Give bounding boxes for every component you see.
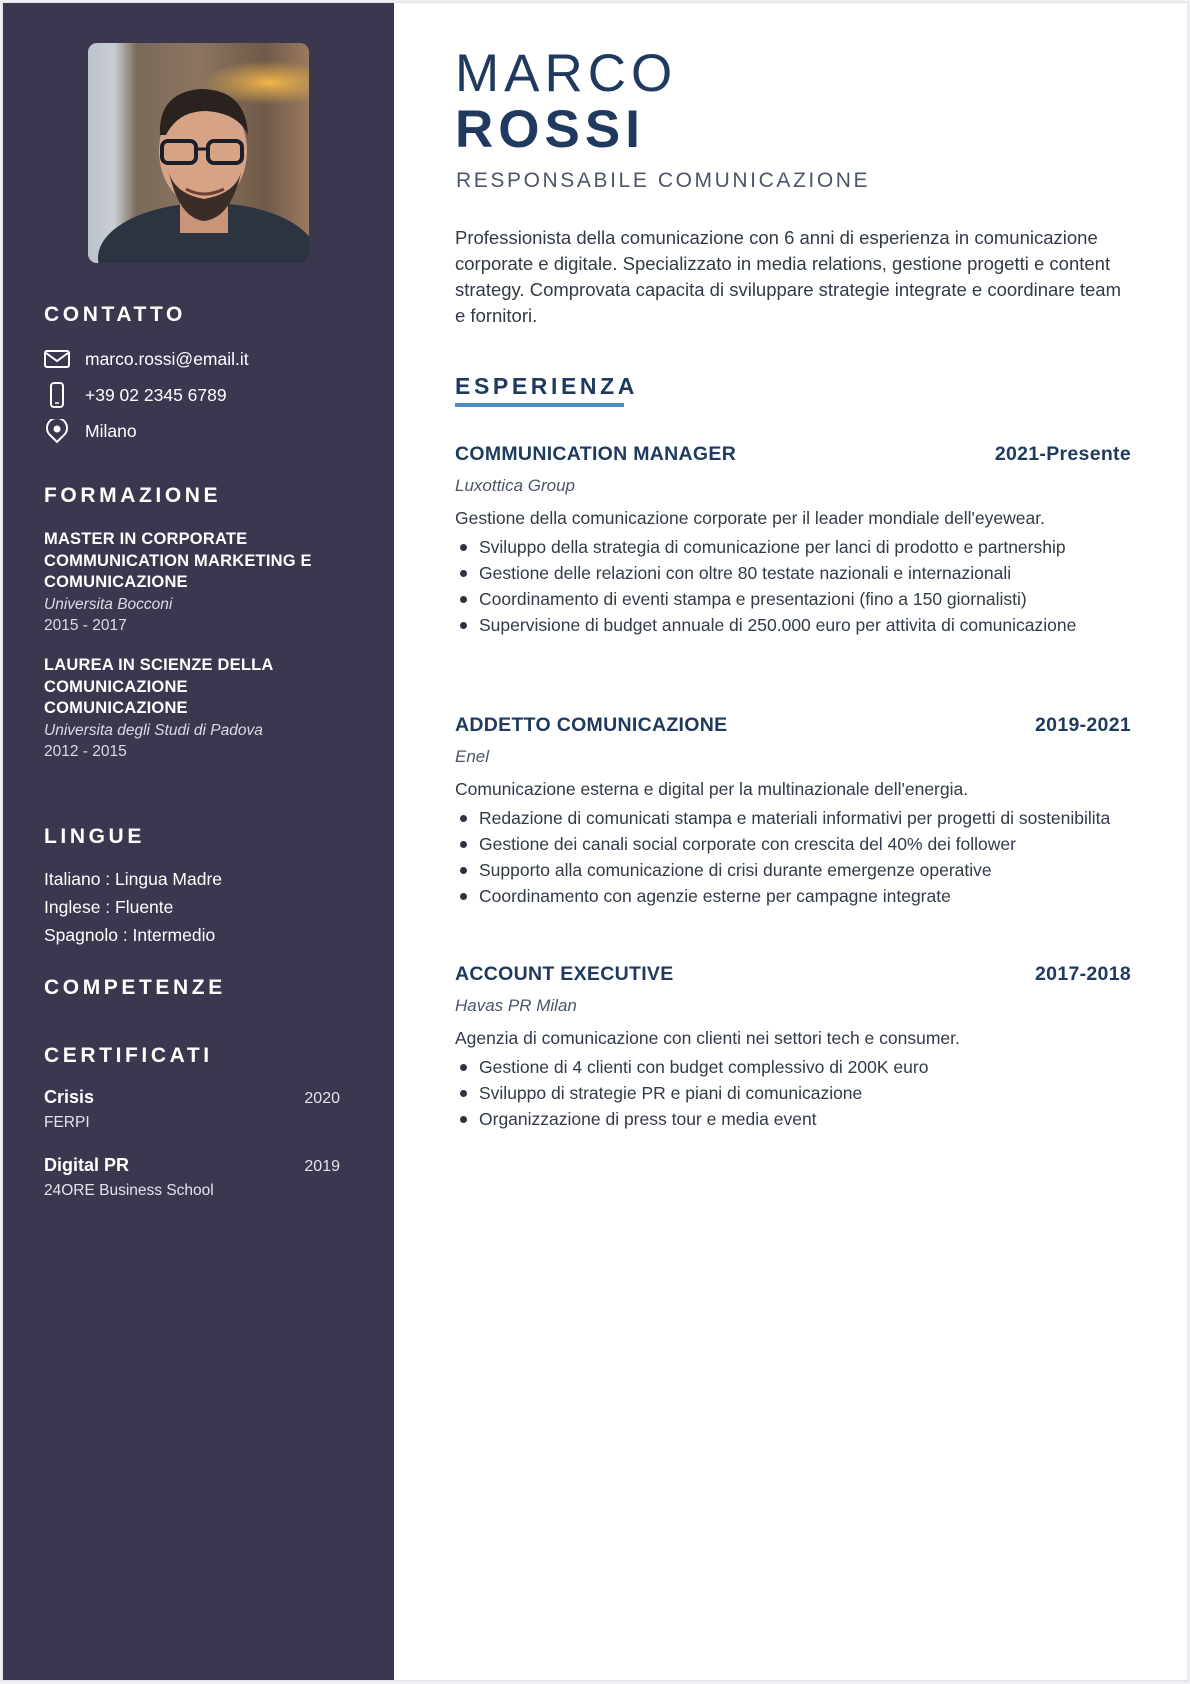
bullet-item: Gestione dei canali social corporate con crescita del 40% dei follower [455,833,1131,856]
job-title: RESPONSABILE COMUNICAZIONE [456,169,871,192]
certificates-heading: CERTIFICATI [44,1044,213,1067]
email-value: marco.rossi@email.it [85,348,249,369]
experience-item [455,443,1131,640]
job-company: Luxottica Group [455,476,576,495]
contact-heading: CONTATTO [44,303,186,326]
location-value: Milano [85,420,137,441]
bullet-item: Sviluppo della strategia di comunicazione per lanci di prodotto e partnership [455,536,1131,559]
education-years: 2012 - 2015 [44,743,127,760]
experience-item [455,714,1131,911]
contact-phone[interactable] [44,383,227,407]
language-item: Italiano : Lingua Madre [44,869,223,889]
job-role: ADDETTO COMUNICAZIONE [455,714,728,736]
bullet-item: Gestione di 4 clienti con budget complessivo di 200K euro [455,1056,1131,1079]
certificate-item [44,1087,340,1132]
location-pin-icon [44,419,70,443]
job-description: Gestione della comunicazione corporate per il leader mondiale dell'eyewear. [455,508,1045,528]
experience-heading: ESPERIENZA [455,373,638,399]
job-dates: 2019-2021 [1035,714,1131,736]
job-dates: 2017-2018 [1035,963,1131,985]
certificate-item [44,1155,340,1200]
job-description: Comunicazione esterna e digital per la multinazionale dell'energia. [455,779,969,799]
certificate-name: Digital PR [44,1155,130,1175]
certificate-issuer: 24ORE Business School [44,1182,214,1199]
education-heading: FORMAZIONE [44,484,222,507]
job-company: Enel [455,747,490,766]
bullet-item: Coordinamento di eventi stampa e presentazioni (fino a 150 giornalisti) [455,588,1131,611]
sidebar [3,3,394,1680]
education-years: 2015 - 2017 [44,617,127,634]
certificate-name: Crisis [44,1087,95,1107]
language-item: Spagnolo : Intermedio [44,925,216,945]
job-bullets [455,536,1131,637]
job-bullets [455,1056,1131,1131]
resume-page [2,2,1188,1681]
phone-value: +39 02 2345 6789 [85,384,227,405]
languages-heading: LINGUE [44,825,145,848]
bullet-item: Sviluppo di strategie PR e piani di comunicazione [455,1082,1131,1105]
first-name: MARCO [455,44,678,103]
bullet-item: Supporto alla comunicazione di crisi durante emergenze operative [455,859,1131,882]
bullet-item: Coordinamento con agenzie esterne per campagne integrate [455,885,1131,908]
last-name: ROSSI [455,100,645,159]
job-role: COMMUNICATION MANAGER [455,443,737,465]
job-bullets [455,807,1131,908]
phone-icon [44,383,70,407]
heading-underline [455,403,624,407]
person-portrait-icon [88,43,309,263]
job-dates: 2021-Presente [994,443,1131,465]
skills-heading: COMPETENZE [44,976,226,999]
education-school: Universita degli Studi di Padova [44,721,263,739]
profile-photo [88,43,309,263]
education-item [44,655,304,763]
language-item: Inglese : Fluente [44,897,174,917]
experience-item [455,963,1131,1134]
education-degree: MASTER IN CORPORATE COMMUNICATION MARKETING E COMUNICAZIONE [44,530,312,591]
education-item [44,529,354,637]
envelope-icon [44,347,70,371]
education-degree: LAUREA IN SCIENZE DELLA COMUNICAZIONE COMUNICAZIONE [44,656,273,717]
contact-email[interactable] [44,347,249,371]
certificate-year: 2020 [304,1090,340,1107]
job-company: Havas PR Milan [455,996,577,1015]
bullet-item: Organizzazione di press tour e media event [455,1108,1131,1131]
profile-summary: Professionista della comunicazione con 6 anni di esperienza in comunicazione corporate e digitale. Specializzato in media relations, gestione progetti e content strategy. Comprovata capacita di sviluppare strategie integrate e coordinare team e fornitori. [455,227,1122,326]
job-role: ACCOUNT EXECUTIVE [455,963,674,985]
bullet-item: Gestione delle relazioni con oltre 80 testate nazionali e internazionali [455,562,1131,585]
contact-location [44,419,137,443]
certificate-issuer: FERPI [44,1114,90,1131]
certificate-year: 2019 [304,1158,340,1175]
education-school: Universita Bocconi [44,595,173,613]
bullet-item: Redazione di comunicati stampa e materiali informativi per progetti di sostenibilita [455,807,1131,830]
job-description: Agenzia di comunicazione con clienti nei settori tech e consumer. [455,1028,960,1048]
bullet-item: Supervisione di budget annuale di 250.000 euro per attivita di comunicazione [455,614,1131,637]
